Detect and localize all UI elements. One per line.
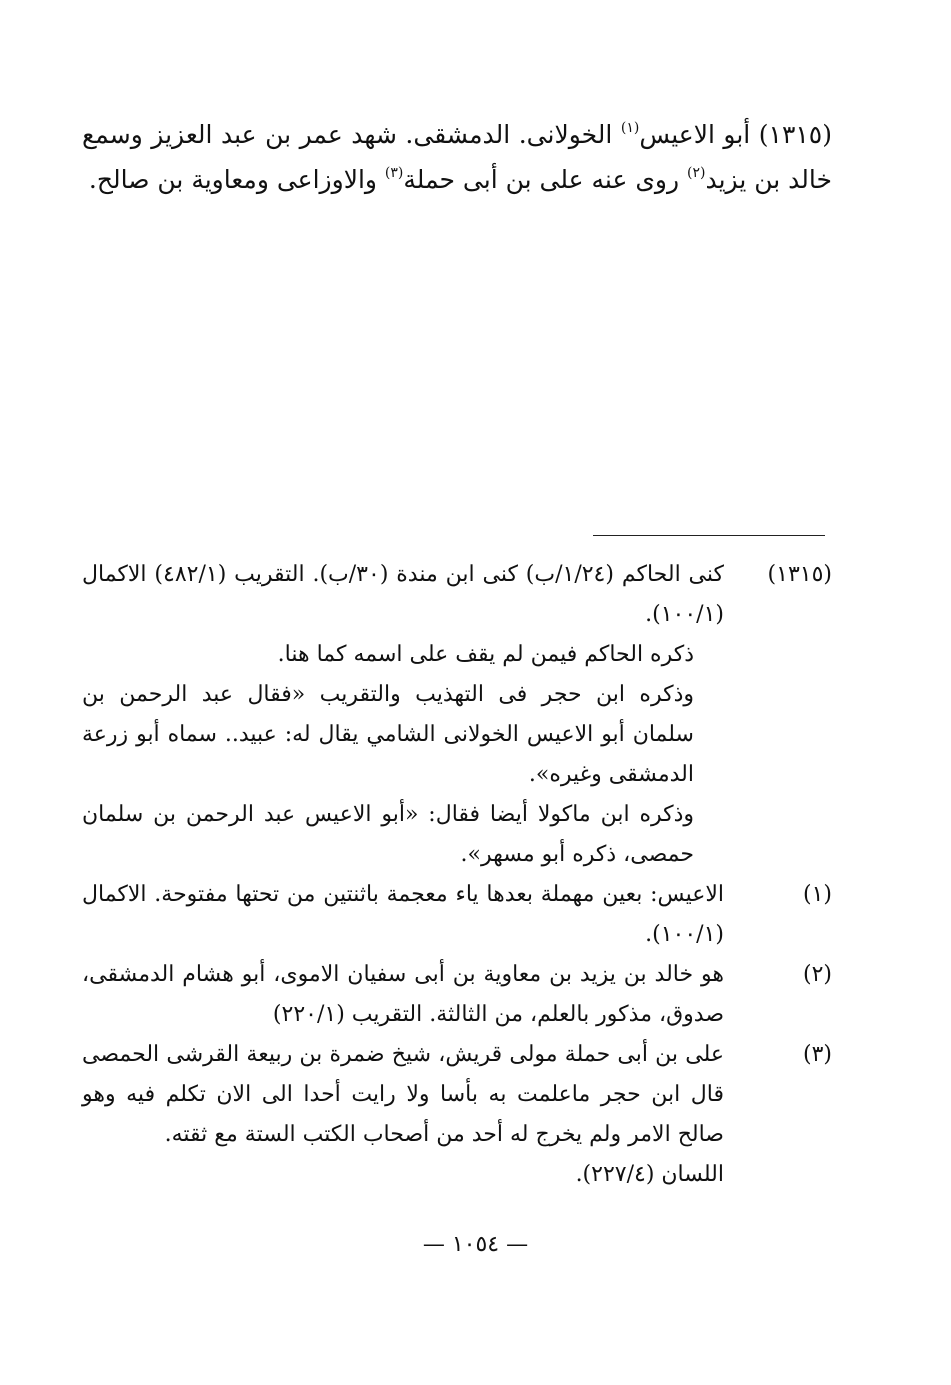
footnote-main	[82, 555, 832, 875]
footnotes	[82, 555, 832, 1195]
footnote-paragraph: وذكره ابن حجر فى التهذيب والتقريب «فقال عبد الرحمن بن سلمان أبو الاعيس الخولانى الشامي يقال له: عبيد.. سماه أبو زرعة الدمشقى وغيره».	[82, 682, 694, 787]
footnote-paragraph: كنى الحاكم (١/٢٤/ب) كنى ابن مندة (٣٠/ب). التقريب (٤٨٢/١) الاكمال (١٠٠/١).	[82, 562, 724, 627]
footnote-paragraph: اللسان (٢٢٧/٤).	[575, 1162, 724, 1187]
entry-text-3: روى عنه على بن أبى حملة	[403, 165, 687, 194]
footnote-label: (٣)	[802, 1042, 832, 1067]
footnote-label: (٢)	[802, 962, 832, 987]
footnote-body	[82, 1035, 724, 1195]
footnote-2	[82, 955, 832, 1035]
footnote-body	[82, 875, 724, 955]
footnote-separator	[593, 535, 825, 536]
footnote-3	[82, 1035, 832, 1195]
footnote-label: (١٣١٥)	[767, 562, 832, 587]
footnote-paragraph: هو خالد بن يزيد بن معاوية بن أبى سفيان الاموى، أبو هشام الدمشقى، صدوق، مذكور بالعلم، من الثالثة. التقريب (٢٢٠/١)	[82, 962, 724, 1027]
footnote-paragraph: على بن أبى حملة مولى قريش، شيخ ضمرة بن ربيعة القرشى الحمصى قال ابن حجر ماعلمت به بأسا ولا رايت أحدا الى الان تكلم فيه وهو صالح الامر ولم يخرج له أحد من أصحاب الكتب الستة مع ثقته.	[82, 1042, 724, 1147]
entry-text-4: والاوزاعى ومعاوية بن صالح.	[88, 165, 385, 194]
footnote-paragraph: ذكره الحاكم فيمن لم يقف على اسمه كما هنا.	[277, 642, 694, 667]
footnote-paragraph: الاعيس: بعين مهملة بعدها ياء معجمة باثنتين من تحتها مفتوحة. الاكمال (١٠٠/١).	[82, 882, 724, 947]
footnote-body	[82, 955, 724, 1035]
footnote-ref-1[interactable]: (١)	[620, 120, 640, 136]
footnote-1	[82, 875, 832, 955]
footnote-ref-2[interactable]: (٢)	[687, 165, 706, 181]
footnote-label: (١)	[802, 882, 832, 907]
entry-text-2: الخولانى. الدمشقى. شهد عمر بن عبد العزيز وسمع خالد بن يزيد	[82, 120, 832, 194]
page-number: — ١٠٥٤ —	[422, 1232, 529, 1257]
main-entry	[82, 112, 832, 202]
entry-text-1: (١٣١٥) أبو الاعيس	[639, 120, 832, 149]
footnote-paragraph: وذكره ابن ماكولا أيضا فقال: «أبو الاعيس عبد الرحمن بن سلمان حمصى، ذكره أبو مسهر».	[82, 802, 694, 867]
footnote-ref-3[interactable]: (٣)	[384, 165, 404, 181]
footnote-body	[82, 555, 724, 875]
